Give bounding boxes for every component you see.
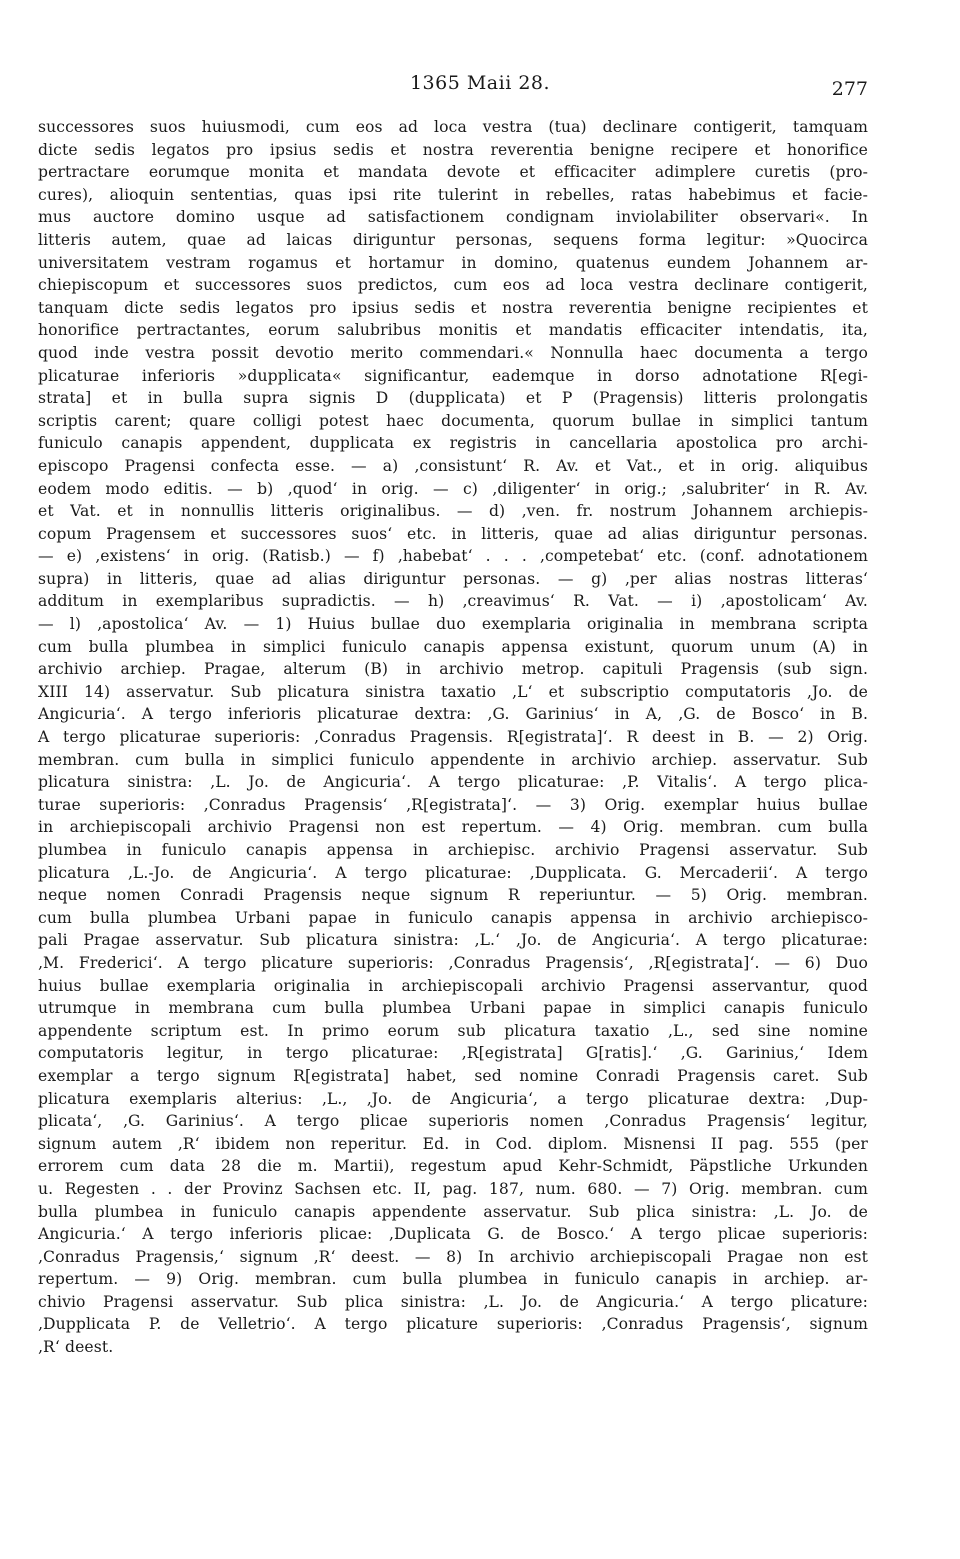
footnote-text-block [38,116,868,1359]
text-line: neque nomen Conradi Pragensis neque signum R reperiuntur. — 5) Orig. membran. [38,886,868,905]
text-line: strata] et in bulla supra signis D (dupplicata) et P (Pragensis) litteris prolongatis [38,389,868,408]
text-line: ‚Dupplicata P. de Velletrio‘. A tergo plicature superioris: ‚Conradus Pragensis‘, signum [38,1315,868,1334]
text-line: dicte sedis legatos pro ipsius sedis et nostra reverentia benigne recipere et honorifice [38,140,868,159]
text-line: honorifice pertractantes, eorum salubribus monitis et mandatis efficaciter intendatis, ita, [38,321,868,340]
text-line: — l) ‚apostolica‘ Av. — 1) Huius bullae duo exemplaria originalia in membrana scripta [38,615,868,634]
text-line: pali Pragae asservatur. Sub plicatura sinistra: ‚L.‘ ‚Jo. de Angicuria‘. A tergo plicaturae: [38,931,868,950]
text-line: A tergo plicaturae superioris: ‚Conradus Pragensis. R[egistrata]‘. R deest in B. — 2) Orig. [38,728,868,747]
text-line: scriptis carent; quare colligi potest haec documenta, quorum bullae in simplici tantum [38,411,868,430]
text-line: plicatura exemplaris alterius: ‚L., ‚Jo. de Angicuria‘, a tergo plicaturae dextra: ‚Dup- [38,1089,868,1108]
text-line: computatoris legitur, in tergo plicaturae: ‚R[egistrata] G[ratis].‘ ‚G. Garinius,‘ Idem [38,1044,868,1063]
text-line: ‚R‘ deest. [38,1338,114,1357]
text-line: — e) ‚existens‘ in orig. (Ratisb.) — f) ‚habebat‘ . . . ‚competebat‘ etc. (conf. adnotationem [38,547,868,566]
text-line: cures), alioquin sententias, quas ipsi rite tulerint in rebelles, ratas habebimus et facie- [38,185,868,204]
text-line: Angicuria.‘ A tergo inferioris plicae: ‚Duplicata G. de Bosco.‘ A tergo plicae superioris: [38,1225,868,1244]
text-line: supra) in litteris, quae ad alias diriguntur personas. — g) ‚per alias nostras litteras‘ [38,569,868,588]
text-line: additum in exemplaribus supradictis. — h) ‚creavimus‘ R. Vat. — i) ‚apostolicam‘ Av. [38,592,868,611]
text-line: eodem modo editis. — b) ‚quod‘ in orig. — c) ‚diligenter‘ in orig.; ‚salubriter‘ in R. Av. [38,479,868,498]
text-line: XIII 14) asservatur. Sub plicatura sinistra taxatio ‚L‘ et subscriptio computatoris ‚Jo. de [38,682,868,701]
text-line: in archiepiscopali archivio Pragensi non est repertum. — 4) Orig. membran. cum bulla [38,818,868,837]
page-header [0,72,960,102]
text-line: chiepiscopum et successores suos predictos, cum eos ad loca vestra declinare contigerit, [38,276,868,295]
text-line: plicata‘, ‚G. Garinius‘. A tergo plicae superioris nomen ‚Conradus Pragensis‘ legitur, [38,1112,868,1131]
text-line: cum bulla plumbea Urbani papae in funiculo canapis appensa in archivio archiepisco- [38,908,868,927]
text-line: plicatura sinistra: ‚L. Jo. de Angicuria‘. A tergo plicaturae: ‚P. Vitalis‘. A tergo plica- [38,773,868,792]
text-line: episcopo Pragensi confecta esse. — a) ‚consistunt‘ R. Av. et Vat., et in orig. aliquibus [38,456,868,475]
text-line: successores suos huiusmodi, cum eos ad loca vestra (tua) declinare contigerit, tamquam [38,118,868,136]
text-line: errorem cum data 28 die m. Martii), regestum apud Kehr-Schmidt, Päpstliche Urkunden [38,1157,868,1176]
text-line: mus auctore domino usque ad satisfactionem condignam inviolabiliter observari«. In [38,208,868,227]
text-line: et Vat. et in nonnullis litteris originalibus. — d) ‚ven. fr. nostrum Johannem archiepis- [38,502,868,521]
text-line: quod inde vestra possit devotio merito commendari.« Nonnulla haec documenta a tergo [38,343,868,362]
page-number: 277 [831,78,868,100]
text-line: exemplar a tergo signum R[egistrata] habet, sed nomine Conradi Pragensis caret. Sub [38,1066,868,1085]
text-line: pertractare eorumque monita et mandata devote et efficaciter adimplere curetis (pro- [38,163,868,182]
text-line: copum Pragensem et successores suos‘ etc. in litteris, quae ad alias diriguntur personas. [38,524,868,543]
text-line: ‚M. Frederici‘. A tergo plicature superioris: ‚Conradus Pragensis‘, ‚R[egistrata]‘. — 6) Duo [38,953,868,972]
text-line: funiculo canapis appendent, dupplicata ex registris in cancellaria apostolica pro archi- [38,434,868,453]
text-line: plicatura ‚L.-Jo. de Angicuria‘. A tergo plicaturae: ‚Dupplicata. G. Mercaderii‘. A tergo [38,863,868,882]
text-line: plumbea in funiculo canapis appensa in archiepisc. archivio Pragensi asservatur. Sub [38,841,868,859]
text-line: signum autem ‚R‘ ibidem non reperitur. Ed. in Cod. diplom. Misnensi II pag. 555 (per [38,1134,868,1153]
text-line: turae superioris: ‚Conradus Pragensis‘ ‚R[egistrata]‘. — 3) Orig. exemplar huius bullae [38,795,868,814]
text-line: huius bullae exemplaria originalia in archiepiscopali archivio Pragensi asservantur, quod [38,976,868,995]
text-line: universitatem vestram rogamus et hortamur in domino, quatenus eundem Johannem ar- [38,253,868,272]
text-line: u. Regesten . . der Provinz Sachsen etc. II, pag. 187, num. 680. — 7) Orig. membran. cum [38,1179,868,1198]
text-line: archivio archiep. Pragae, alterum (B) in archivio metrop. capituli Pragensis (sub sign. [38,660,868,679]
text-line: bulla plumbea in funiculo canapis appendente asservatur. Sub plica sinistra: ‚L. Jo. de [38,1202,868,1221]
text-line: plicaturae inferioris »dupplicata« significantur, eademque in dorso adnotatione R[egi- [38,366,868,385]
running-head: 1365 Maii 28. [409,72,551,94]
text-line: utrumque in membrana cum bulla plumbea Urbani papae in simplici canapis funiculo [38,999,868,1018]
text-line: appendente scriptum est. In primo eorum sub plicatura taxatio ‚L., sed sine nomine [38,1021,868,1040]
text-line: tanquam dicte sedis legatos pro ipsius sedis et nostra reverentia benigne recipientes et [38,298,868,317]
text-line: membran. cum bulla in simplici funiculo appendente in archivio archiep. asservatur. Sub [38,750,868,769]
text-line: ‚Conradus Pragensis,‘ signum ‚R‘ deest. — 8) In archivio archiepiscopali Pragae non est [38,1247,868,1266]
text-line: cum bulla plumbea in simplici funiculo canapis appensa existunt, quorum unum (A) in [38,637,868,656]
text-line: chivio Pragensi asservatur. Sub plica sinistra: ‚L. Jo. de Angicuria.‘ A tergo plicature: [38,1292,868,1311]
text-line: repertum. — 9) Orig. membran. cum bulla plumbea in funiculo canapis in archiep. ar- [38,1270,868,1289]
text-line: litteris autem, quae ad laicas diriguntur personas, sequens forma legitur: »Quocirca [38,230,868,249]
text-line: Angicuria‘. A tergo inferioris plicaturae dextra: ‚G. Garinius‘ in A, ‚G. de Bosco‘ in B. [38,705,868,724]
